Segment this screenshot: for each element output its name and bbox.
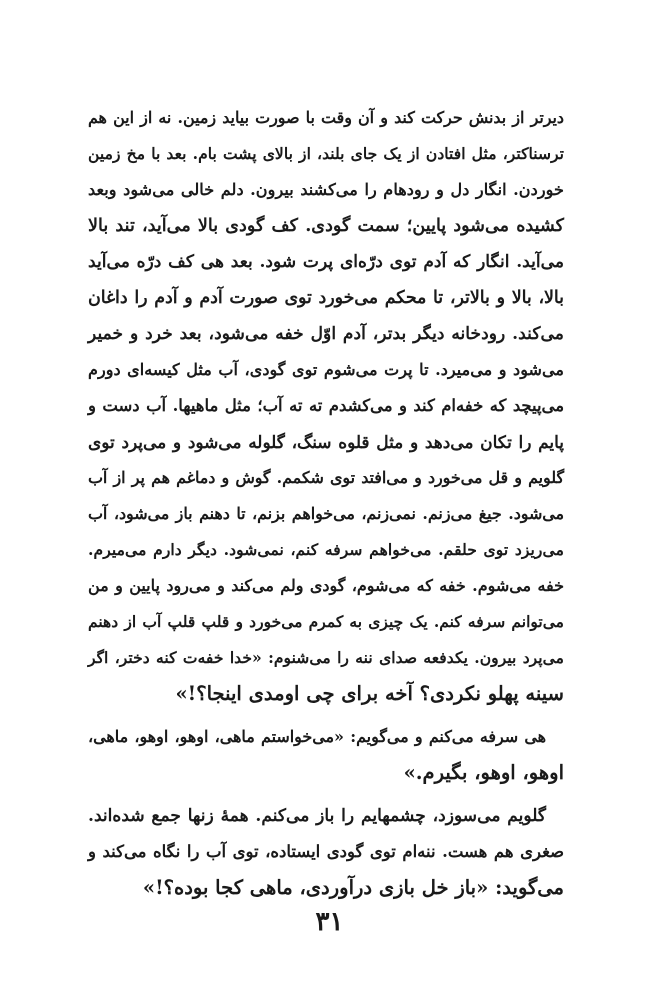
paragraph [88,798,564,906]
text-line: بالا، بالا و بالاتر، تا محکم می‌خورد توی صورت آدم و آدم را داغان [88,288,564,308]
text-line: سینه پهلو نکردی؟ آخه برای چی اومدی اینجا؟!» [175,682,564,705]
paragraph [88,719,564,791]
text-line: صغری هم هست. ننه‌ام توی گودی ایستاده، توی آب را نگاه می‌کند و [88,842,564,861]
text-line: اوهو، اوهو، بگیرم.» [403,761,564,784]
text-line: خفه می‌شوم. خفه که می‌شوم، گودی ولم می‌کند و می‌رود پایین و من [88,576,564,595]
text-line: گلویم می‌سوزد، چشمهایم را باز می‌کنم. همهٔ زنها جمع شده‌اند. [88,806,546,826]
text-line: می‌کند. رودخانه دیگر بدتر، آدم اوّل خفه می‌شود، بعد خرد و خمیر [88,324,564,344]
text-line: پایم را تکان می‌دهد و مثل قلوه سنگ، گلوله می‌شود و می‌پرد توی [88,432,564,452]
body-text [88,100,564,906]
text-line: می‌آید. انگار که آدم توی درّه‌ای پرت شود. بعد هی کف درّه می‌آید [88,252,564,272]
paragraph-gap [88,712,564,719]
text-line: می‌شود و می‌میرد. تا پرت می‌شوم توی گودی، آب مثل کیسه‌ای دورم [88,360,564,379]
text-line: می‌شود. جیغ می‌زنم. نمی‌زنم، می‌خواهم بزنم، تا دهنم باز می‌شود، آب [88,504,564,523]
text-line: دیرتر از بدنش حرکت کند و آن وقت با صورت بیاید زمین. نه از این هم [88,108,564,127]
paragraph [88,100,564,712]
text-line: ترسناکتر، مثل افتادن از یک جای بلند، از بالای پشت بام. بعد با مخ زمین [88,144,564,163]
text-line: می‌ریزد توی حلقم. می‌خواهم سرفه کنم، نمی‌شود. دیگر دارم می‌میرم. [88,540,564,559]
text-line: می‌پیچد که خفه‌ام کند و می‌کشدم ته ته آب؛ مثل ماهیها. آب دست و [88,396,564,415]
text-line: می‌گوید: «باز خل بازی درآوردی، ماهی کجا بوده؟!» [142,876,564,899]
text-line: می‌پرد بیرون. یکدفعه صدای ننه را می‌شنوم: «خدا خفه‌ت کنه دختر، اگر [88,648,564,667]
text-line: می‌توانم سرفه کنم. یک چیزی به کمرم می‌خورد و قلپ قلپ آب از دهنم [88,612,564,631]
text-line: گلویم و قل می‌خورد و می‌افتد توی شکمم. گوش و دماغم هم پر از آب [88,468,564,487]
page-number: ۳۱ [315,907,344,937]
paragraph-gap [88,791,564,798]
text-line: هی سرفه می‌کنم و می‌گویم: «می‌خواستم ماهی، اوهو، اوهو، ماهی، [88,727,546,746]
text-line: کشیده می‌شود پایین؛ سمت گودی. کف گودی بالا می‌آید، تند بالا [88,215,564,236]
text-line: خوردن. انگار دل و رودهام را می‌کشند بیرون. دلم خالی می‌شود وبعد [88,180,564,199]
